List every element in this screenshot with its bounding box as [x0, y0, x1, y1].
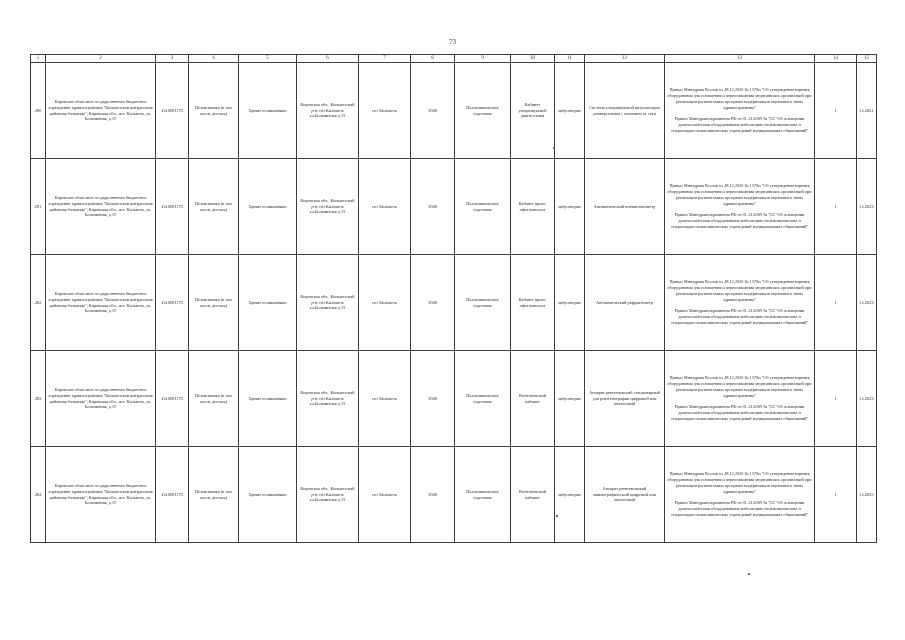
building-name-cell: Здание поликлиники [239, 159, 297, 255]
table-row [31, 351, 877, 447]
locality-code-cell: 5048 [411, 159, 455, 255]
facility-address-cell: Кировская обл., Кильмезский р-н, пгт.Кильмезь ул.Больничная д.15 [297, 159, 359, 255]
org-code-cell: 4310001178 [156, 159, 189, 255]
locality-code-cell: 5048 [411, 447, 455, 543]
quantity-cell: 1 [815, 255, 857, 351]
equipment-name-cell: Аппарат рентгеновский маммографический цифровой или аналоговый [585, 447, 665, 543]
column-number-row [31, 55, 877, 63]
row-number-cell: 281 [31, 159, 46, 255]
care-form-cell: амбулаторно [555, 159, 585, 255]
care-form-cell: амбулаторно [555, 351, 585, 447]
locality-cell: пгт Кильмезь [359, 447, 411, 543]
column-number: 5 [239, 55, 297, 63]
column-number: 3 [156, 55, 189, 63]
due-date-cell: 12.2021 [857, 63, 877, 159]
due-date-cell: 12.2023 [857, 159, 877, 255]
scan-speck [553, 147, 555, 149]
locality-code-cell: 5048 [411, 255, 455, 351]
care-form-cell: амбулаторно [555, 63, 585, 159]
due-date-cell: 12.2025 [857, 447, 877, 543]
care-form-cell: амбулаторно [555, 255, 585, 351]
locality-cell: пгт Кильмезь [359, 63, 411, 159]
legal-basis-cell: Приказ Минздрава России от 28.12.2020 № 1379н "Об утверждении перечня оборудования для оснащения и переоснащения медицинских организаций при реализации региональных программ модернизации первичного звена здравоохранения" Приказ Минздравсоцразвития РФ от 01.12.2005 № 753 "Об оснащении диагностическим оборудованием амбулаторно-поликлинических и стационарно-поликлинических учреждений муниципальных образований" [665, 255, 815, 351]
legal-basis-cell: Приказ Минздрава России от 28.12.2020 № 1379н "Об утверждении перечня оборудования для оснащения и переоснащения медицинских организаций при реализации региональных программ модернизации первичного звена здравоохранения" Приказ Минздравсоцразвития РФ от 01.12.2005 № 753 "Об оснащении диагностическим оборудованием амбулаторно-поликлинических и стационарно-поликлинических учреждений муниципальных образований" [665, 351, 815, 447]
table-row [31, 447, 877, 543]
equipment-name-cell: Система ультразвуковой визуализации универсальная с питанием от сети [585, 63, 665, 159]
room-name-cell: Рентгеновский кабинет [511, 447, 555, 543]
scan-speck [556, 515, 558, 517]
column-number: 15 [857, 55, 877, 63]
department-cell: Поликлиническое отделение [455, 159, 511, 255]
column-number: 8 [411, 55, 455, 63]
column-number: 2 [46, 55, 156, 63]
facility-address-cell: Кировская обл., Кильмезский р-н, пгт.Кильмезь ул.Больничная д.15 [297, 255, 359, 351]
column-number: 7 [359, 55, 411, 63]
equipment-table [30, 54, 877, 543]
org-code-cell: 4310001178 [156, 255, 189, 351]
legal-basis-cell: Приказ Минздрава России от 28.12.2020 № 1379н "Об утверждении перечня оборудования для оснащения и переоснащения медицинских организаций при реализации региональных программ модернизации первичного звена здравоохранения" Приказ Минздравсоцразвития РФ от 01.12.2005 № 753 "Об оснащении диагностическим оборудованием амбулаторно-поликлинических и стационарно-поликлинических учреждений муниципальных образований" [665, 447, 815, 543]
column-number: 6 [297, 55, 359, 63]
unit-type-cell: Поликлиника (в том числе детская) [189, 255, 239, 351]
table-row [31, 255, 877, 351]
department-cell: Поликлиническое отделение [455, 447, 511, 543]
legal-basis-cell: Приказ Минздрава России от 28.12.2020 № 1379н "Об утверждении перечня оборудования для оснащения и переоснащения медицинских организаций при реализации региональных программ модернизации первичного звена здравоохранения" Приказ Минздравсоцразвития РФ от 01.12.2005 № 753 "Об оснащении диагностическим оборудованием амбулаторно-поликлинических и стационарно-поликлинических учреждений муниципальных образований" [665, 63, 815, 159]
equipment-name-cell: Автоматический рефрактометр [585, 255, 665, 351]
column-number: 4 [189, 55, 239, 63]
column-number: 11 [555, 55, 585, 63]
org-code-cell: 4310001178 [156, 351, 189, 447]
room-name-cell: Кабинет врача-офтальмолога [511, 255, 555, 351]
column-number: 12 [585, 55, 665, 63]
row-number-cell: 280 [31, 63, 46, 159]
locality-cell: пгт Кильмезь [359, 255, 411, 351]
row-number-cell: 284 [31, 447, 46, 543]
org-code-cell: 4310001178 [156, 447, 189, 543]
quantity-cell: 1 [815, 351, 857, 447]
quantity-cell: 1 [815, 63, 857, 159]
unit-type-cell: Поликлиника (в том числе детская) [189, 351, 239, 447]
column-number: 1 [31, 55, 46, 63]
building-name-cell: Здание поликлиники [239, 351, 297, 447]
facility-address-cell: Кировская обл., Кильмезский р-н, пгт.Кильмезь ул.Больничная д.15 [297, 447, 359, 543]
legal-basis-cell: Приказ Минздрава России от 28.12.2020 № 1379н "Об утверждении перечня оборудования для оснащения и переоснащения медицинских организаций при реализации региональных программ модернизации первичного звена здравоохранения" Приказ Минздравсоцразвития РФ от 01.12.2005 № 753 "Об оснащении диагностическим оборудованием амбулаторно-поликлинических и стационарно-поликлинических учреждений муниципальных образований" [665, 159, 815, 255]
department-cell: Поликлиническое отделение [455, 63, 511, 159]
building-name-cell: Здание поликлиники [239, 447, 297, 543]
column-number: 10 [511, 55, 555, 63]
care-form-cell: амбулаторно [555, 447, 585, 543]
column-number: 13 [665, 55, 815, 63]
due-date-cell: 12.2023 [857, 255, 877, 351]
room-name-cell: Кабинет врача-офтальмолога [511, 159, 555, 255]
room-name-cell: Кабинет ультразвуковой диагностики [511, 63, 555, 159]
locality-cell: пгт Кильмезь [359, 159, 411, 255]
unit-type-cell: Поликлиника (в том числе детская) [189, 159, 239, 255]
table-body [31, 55, 877, 543]
organization-name-cell: Кировское областное государственное бюджетное учреждение здравоохранения "Кильмезская центральная районная больница", Кировская обл., пгт. Кильмезь, ул. Больничная, д.15 [46, 447, 156, 543]
column-number: 9 [455, 55, 511, 63]
department-cell: Поликлиническое отделение [455, 351, 511, 447]
equipment-name-cell: Автоматический пневмотонометр [585, 159, 665, 255]
organization-name-cell: Кировское областное государственное бюджетное учреждение здравоохранения "Кильмезская центральная районная больница", Кировская обл., пгт. Кильмезь, ул. Больничная, д.15 [46, 159, 156, 255]
equipment-name-cell: Аппарат рентгеновский стационарный для рентгенографии цифровой или аналоговый [585, 351, 665, 447]
department-cell: Поликлиническое отделение [455, 255, 511, 351]
locality-code-cell: 5048 [411, 351, 455, 447]
quantity-cell: 1 [815, 159, 857, 255]
quantity-cell: 1 [815, 447, 857, 543]
building-name-cell: Здание поликлиники [239, 255, 297, 351]
locality-cell: пгт Кильмезь [359, 351, 411, 447]
due-date-cell: 12.2023 [857, 351, 877, 447]
organization-name-cell: Кировское областное государственное бюджетное учреждение здравоохранения "Кильмезская центральная районная больница", Кировская обл., пгт. Кильмезь, ул. Больничная, д.15 [46, 63, 156, 159]
page-number: 73 [449, 38, 456, 46]
table-row [31, 159, 877, 255]
facility-address-cell: Кировская обл., Кильмезский р-н, пгт.Кильмезь ул.Больничная д.15 [297, 63, 359, 159]
locality-code-cell: 5048 [411, 63, 455, 159]
row-number-cell: 282 [31, 255, 46, 351]
organization-name-cell: Кировское областное государственное бюджетное учреждение здравоохранения "Кильмезская центральная районная больница", Кировская обл., пгт. Кильмезь, ул. Больничная, д.15 [46, 351, 156, 447]
column-number: 14 [815, 55, 857, 63]
facility-address-cell: Кировская обл., Кильмезский р-н, пгт.Кильмезь ул.Больничная д.15 [297, 351, 359, 447]
table-row [31, 63, 877, 159]
unit-type-cell: Поликлиника (в том числе детская) [189, 63, 239, 159]
org-code-cell: 4310001178 [156, 63, 189, 159]
scan-speck [748, 573, 750, 575]
building-name-cell: Здание поликлиники [239, 63, 297, 159]
row-number-cell: 283 [31, 351, 46, 447]
organization-name-cell: Кировское областное государственное бюджетное учреждение здравоохранения "Кильмезская центральная районная больница", Кировская обл., пгт. Кильмезь, ул. Больничная, д.15 [46, 255, 156, 351]
room-name-cell: Рентгеновский кабинет [511, 351, 555, 447]
unit-type-cell: Поликлиника (в том числе детская) [189, 447, 239, 543]
